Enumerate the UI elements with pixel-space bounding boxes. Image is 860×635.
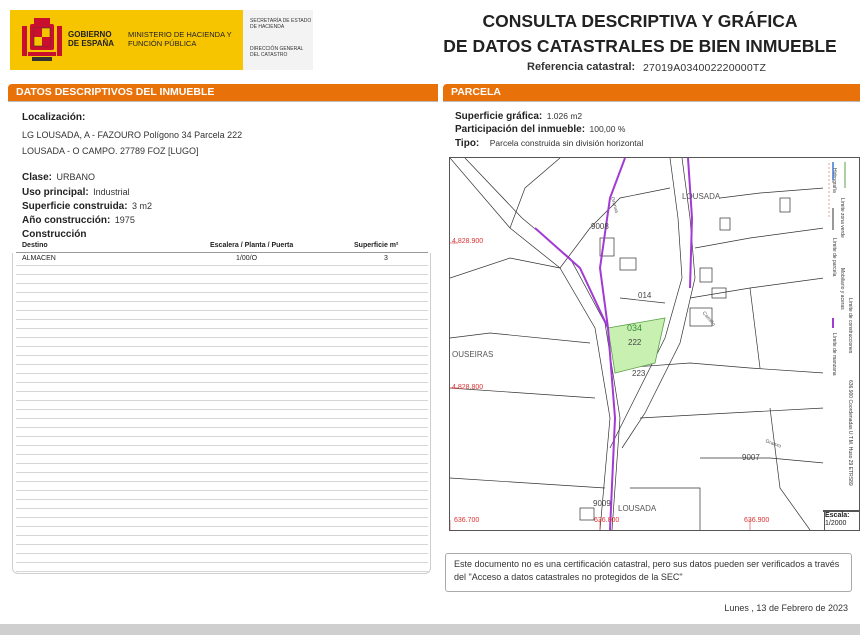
table-rule xyxy=(16,265,428,266)
legend-limite-parcela: Límite de parcela xyxy=(831,238,837,277)
table-rule xyxy=(16,346,428,347)
sup-grafica-label: Superficie gráfica: xyxy=(455,111,543,122)
localizacion-line1: LG LOUSADA, A - FAZOURO Polígono 34 Parcela 222 xyxy=(22,130,243,140)
table-rule xyxy=(16,337,428,338)
coat-of-arms-icon xyxy=(18,16,66,66)
place-lousada-top: LOUSADA xyxy=(682,192,721,201)
localizacion-line2: LOUSADA - O CAMPO. 27789 FOZ [LUGO] xyxy=(22,146,199,156)
table-rule xyxy=(16,274,428,275)
table-rule xyxy=(16,535,428,536)
parcel-223: 223 xyxy=(632,369,646,378)
anio-label: Año construcción: xyxy=(22,215,111,226)
parcel-222: 222 xyxy=(628,338,642,347)
scale-box xyxy=(823,510,860,531)
secretaria-text: SECRETARÍA DE ESTADO DE HACIENDA xyxy=(250,18,312,30)
table-rule xyxy=(16,553,428,554)
cadastral-map[interactable] xyxy=(449,157,825,531)
ref-catastral-value: 27019A034002220000TZ xyxy=(643,62,767,74)
tipo-value: Parcela construida sin división horizontal xyxy=(489,138,644,148)
legend-mobiliario: Mobiliario y aceras xyxy=(839,268,845,310)
table-rule xyxy=(16,364,428,365)
parcel-9009: 9009 xyxy=(593,499,611,508)
cell-destino: ALMACEN xyxy=(22,255,56,262)
table-rule xyxy=(16,328,428,329)
sup-grafica-value: 1.026 m2 xyxy=(546,111,583,121)
document-date: Lunes , 13 de Febrero de 2023 xyxy=(724,603,848,613)
table-rule xyxy=(16,499,428,500)
table-rule xyxy=(16,544,428,545)
gobierno-text: GOBIERNO DE ESPAÑA xyxy=(68,30,115,48)
scale-value: 1/2000 xyxy=(825,520,847,527)
place-lousada-bottom: LOUSADA xyxy=(618,504,657,513)
legend-coords-note: 636.900 Coordenadas U.T.M. Huso 29 ETRS89 xyxy=(847,380,853,486)
col-destino: Destino xyxy=(22,242,48,249)
parcel-9008: 9008 xyxy=(591,222,609,231)
anio-row xyxy=(22,210,135,228)
table-rule xyxy=(16,301,428,302)
scale-label: Escala: xyxy=(825,512,850,519)
participacion-value: 100,00 % xyxy=(589,124,626,134)
place-ouseiras: OUSEIRAS xyxy=(452,350,494,359)
construccion-table xyxy=(16,253,428,568)
legend-construcciones: Límite de construcciones xyxy=(847,298,853,354)
coord-x1: 636.700 xyxy=(454,517,480,524)
table-rule xyxy=(16,418,428,419)
page-title-line2: DE DATOS CATASTRALES DE BIEN INMUEBLE xyxy=(443,36,837,56)
table-rule xyxy=(16,562,428,563)
road-label-camino: Camiño xyxy=(700,310,717,328)
table-rule xyxy=(16,445,428,446)
table-rule xyxy=(16,481,428,482)
gobierno-logo xyxy=(10,10,243,70)
table-rule xyxy=(16,490,428,491)
tipo-label: Tipo: xyxy=(455,138,480,149)
road-label-granxa: Granxa xyxy=(609,196,620,214)
coord-x3: 636.900 xyxy=(744,517,770,524)
map-legend xyxy=(823,157,860,512)
construccion-table-header xyxy=(16,240,428,253)
clase-label: Clase: xyxy=(22,172,53,183)
anio-value: 1975 xyxy=(114,215,135,225)
section-header-parcela: PARCELA xyxy=(443,84,860,101)
construccion-label: Construcción xyxy=(22,229,87,240)
uso-label: Uso principal: xyxy=(22,187,89,198)
ref-catastral-label: Referencia catastral: xyxy=(527,61,636,73)
superficie-value: 3 m2 xyxy=(132,201,153,211)
road-label-granxo: Granxo xyxy=(764,438,782,450)
table-rule xyxy=(16,463,428,464)
table-rule xyxy=(16,373,428,374)
localizacion-label: Localización: xyxy=(22,112,86,123)
page-title-line1: CONSULTA DESCRIPTIVA Y GRÁFICA xyxy=(482,11,798,31)
parcel-9007: 9007 xyxy=(742,453,760,462)
section-header-datos: DATOS DESCRIPTIVOS DEL INMUEBLE xyxy=(8,84,438,101)
table-rule xyxy=(16,526,428,527)
table-rule xyxy=(16,400,428,401)
table-rule xyxy=(16,391,428,392)
table-row xyxy=(22,255,56,262)
col-superficie: Superficie m² xyxy=(354,242,399,249)
table-rule xyxy=(16,292,428,293)
table-rule xyxy=(16,454,428,455)
legend-zona-verde: Límite zona verde xyxy=(839,198,845,238)
tipo-row xyxy=(455,133,643,151)
table-rule xyxy=(16,283,428,284)
superficie-label: Superficie construida: xyxy=(22,201,128,212)
table-rule xyxy=(16,571,428,572)
legend-hidrografia: Hidrografía xyxy=(831,168,837,193)
participacion-label: Participación del inmueble: xyxy=(455,124,586,135)
legend-swatches xyxy=(823,158,859,511)
table-rule xyxy=(16,508,428,509)
table-rule xyxy=(16,472,428,473)
table-rule xyxy=(16,355,428,356)
table-rule xyxy=(16,382,428,383)
direccion-text: DIRECCIÓN GENERAL DEL CATASTRO xyxy=(250,46,304,58)
table-rule xyxy=(16,319,428,320)
ministerio-text: MINISTERIO DE HACIENDA Y FUNCIÓN PÚBLICA xyxy=(128,30,232,48)
coord-y1: 4.828.900 xyxy=(452,238,484,245)
cell-superficie: 3 xyxy=(384,255,388,262)
col-escalera: Escalera / Planta / Puerta xyxy=(210,242,294,249)
coord-x2: 636.800 xyxy=(594,517,620,524)
clase-value: URBANO xyxy=(56,172,95,182)
table-rule xyxy=(16,517,428,518)
disclaimer-box: Este documento no es una certificación catastral, pero sus datos pueden ser verificados a través del "Acceso a datos catastrales no protegidos de la SEC" xyxy=(445,553,852,592)
divider xyxy=(8,101,438,102)
divider xyxy=(443,101,860,102)
parcel-034: 034 xyxy=(627,323,643,333)
uso-value: Industrial xyxy=(93,187,130,197)
bottom-bar xyxy=(0,624,860,635)
coord-y2: 4.828.800 xyxy=(452,384,484,391)
cell-escalera: 1/00/O xyxy=(236,255,258,262)
parcel-014: 014 xyxy=(638,291,652,300)
table-rule xyxy=(16,409,428,410)
table-rule xyxy=(16,427,428,428)
table-rule xyxy=(16,436,428,437)
secretaria-box xyxy=(243,10,313,70)
legend-manzana: Límite de manzana xyxy=(831,333,837,376)
table-rule xyxy=(16,310,428,311)
